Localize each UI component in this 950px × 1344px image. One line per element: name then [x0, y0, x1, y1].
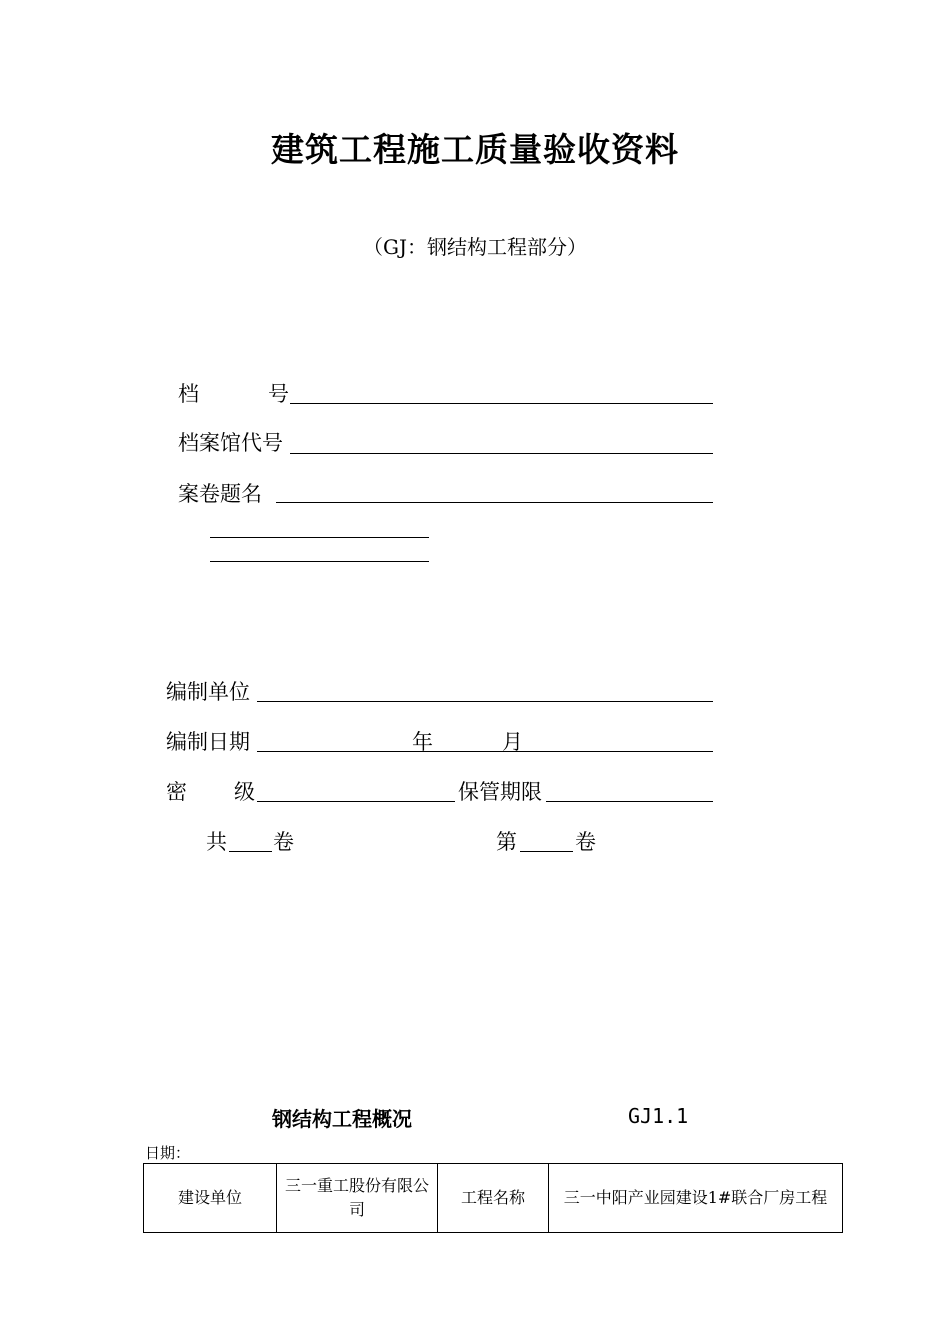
label-retention: 保管期限 — [458, 780, 542, 804]
document-title: 建筑工程施工质量验收资料 — [271, 130, 679, 169]
compile-date-line[interactable] — [257, 751, 713, 752]
table-row — [144, 1164, 843, 1233]
label-index-char2: 卷 — [575, 830, 596, 854]
label-compile-date: 编制日期 — [166, 730, 250, 754]
label-index-char1: 第 — [496, 830, 517, 854]
overview-table — [143, 1163, 843, 1233]
label-year: 年 — [412, 730, 433, 754]
overview-title: 钢结构工程概况 — [272, 1107, 412, 1131]
total-volumes-line[interactable] — [229, 851, 272, 852]
archive-no-line[interactable] — [290, 403, 713, 404]
label-secret-char1: 密 — [166, 780, 187, 804]
table-cell-label-project-name: 工程名称 — [438, 1164, 549, 1233]
label-compile-unit: 编制单位 — [166, 680, 250, 704]
label-archive-no-char2: 号 — [268, 382, 289, 406]
date-label: 日期： — [145, 1144, 191, 1162]
label-volume-title: 案卷题名 — [178, 482, 262, 506]
label-archive-no-char1: 档 — [178, 382, 199, 406]
retention-line[interactable] — [546, 801, 713, 802]
label-secret-char2: 级 — [234, 780, 255, 804]
overview-code: GJ1.1 — [628, 1104, 689, 1128]
label-month: 月 — [502, 730, 523, 754]
table-cell-label-build-unit: 建设单位 — [144, 1164, 277, 1233]
document-subtitle: （GJ：钢结构工程部分） — [363, 235, 587, 259]
label-total-char1: 共 — [206, 830, 227, 854]
volume-index-line[interactable] — [520, 851, 573, 852]
volume-title-line-3[interactable] — [210, 561, 429, 562]
label-archive-hall-code: 档案馆代号 — [178, 431, 283, 455]
archive-hall-code-line[interactable] — [290, 453, 713, 454]
compile-unit-line[interactable] — [257, 701, 713, 702]
volume-title-line-1[interactable] — [276, 502, 713, 503]
table-cell-project-name: 三一中阳产业园建设1#联合厂房工程 — [549, 1164, 843, 1233]
volume-title-line-2[interactable] — [210, 537, 429, 538]
table-cell-build-unit: 三一重工股份有限公司 — [277, 1164, 438, 1233]
label-total-char2: 卷 — [273, 830, 294, 854]
secret-level-line[interactable] — [257, 801, 455, 802]
